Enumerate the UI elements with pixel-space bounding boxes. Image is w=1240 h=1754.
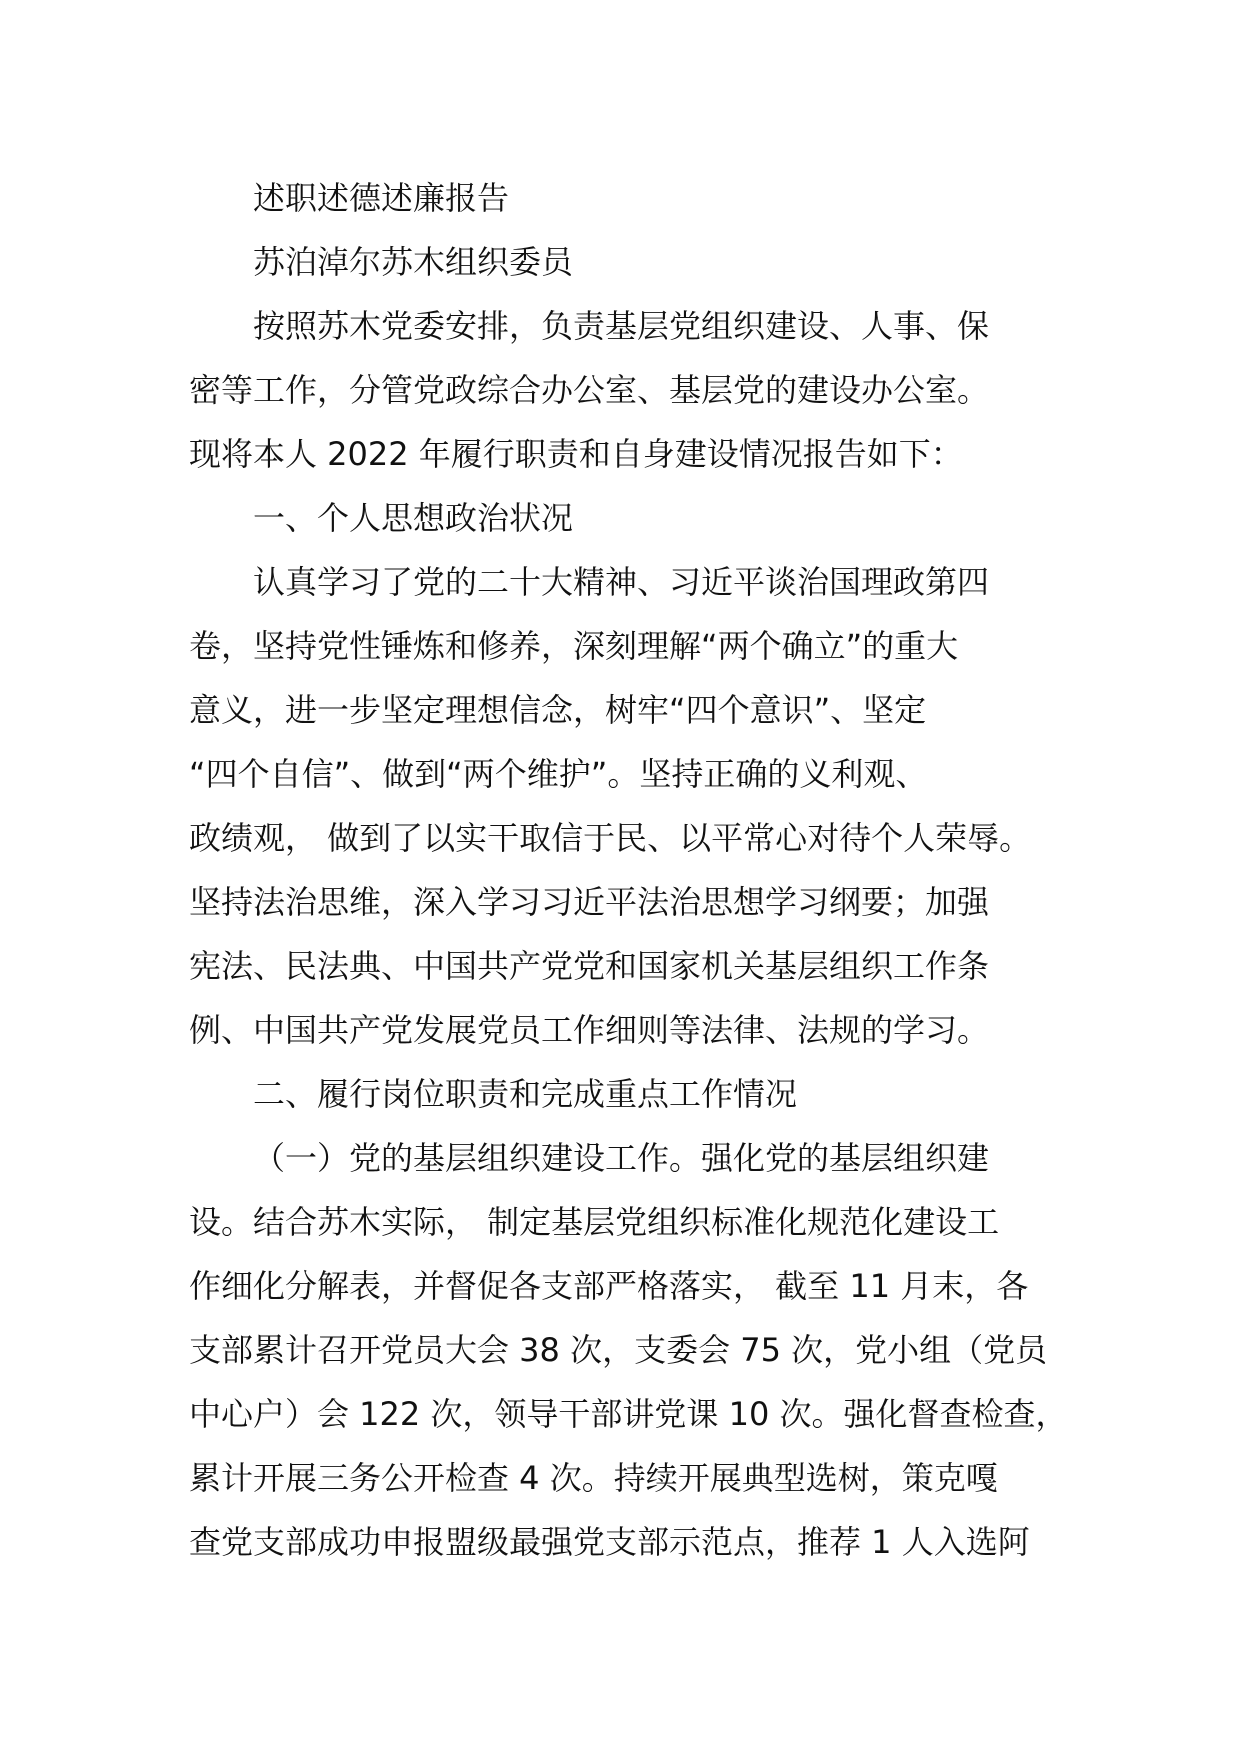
section-heading: 一、个人思想政治状况 <box>253 499 574 537</box>
body-line: 政绩观， 做到了以实干取信于民、以平常心对待个人荣辱。 <box>189 819 1032 857</box>
body-line: 卷，坚持党性锤炼和修养，深刻理解“两个确立”的重大 <box>189 627 959 665</box>
body-line: 认真学习了党的二十大精神、习近平谈治国理政第四 <box>253 563 990 601</box>
body-line: 支部累计召开党员大会 38 次，支委会 75 次，党小组（党员 <box>189 1331 1048 1369</box>
body-line: 按照苏木党委安排，负责基层党组织建设、人事、保 <box>253 307 990 345</box>
body-line: 中心户）会 122 次，领导干部讲党课 10 次。强化督查检查， <box>189 1395 1068 1433</box>
body-line: 意义，进一步坚定理想信念，树牢“四个意识”、坚定 <box>189 691 927 729</box>
body-line: “四个自信”、做到“两个维护”。坚持正确的义利观、 <box>189 755 928 793</box>
body-line: （一）党的基层组织建设工作。强化党的基层组织建 <box>253 1139 990 1177</box>
body-line: 现将本人 2022 年履行职责和自身建设情况报告如下： <box>189 435 963 473</box>
body-line: 坚持法治思维，深入学习习近平法治思想学习纲要；加强 <box>189 883 990 921</box>
body-line: 查党支部成功申报盟级最强党支部示范点，推荐 1 人入选阿 <box>189 1523 1030 1561</box>
section-heading: 二、履行岗位职责和完成重点工作情况 <box>253 1075 798 1113</box>
body-line: 例、中国共产党发展党员工作细则等法律、法规的学习。 <box>189 1011 990 1049</box>
author-line: 苏泊淖尔苏木组织委员 <box>253 243 574 281</box>
body-line: 累计开展三务公开检查 4 次。持续开展典型选树，策克嘎 <box>189 1459 998 1497</box>
body-line: 作细化分解表，并督促各支部严格落实， 截至 11 月末，各 <box>189 1267 1029 1305</box>
body-line: 宪法、民法典、中国共产党党和国家机关基层组织工作条 <box>189 947 990 985</box>
body-line: 密等工作，分管党政综合办公室、基层党的建设办公室。 <box>189 371 990 409</box>
document-title: 述职述德述廉报告 <box>253 179 510 217</box>
body-line: 设。结合苏木实际， 制定基层党组织标准化规范化建设工 <box>189 1203 1000 1241</box>
